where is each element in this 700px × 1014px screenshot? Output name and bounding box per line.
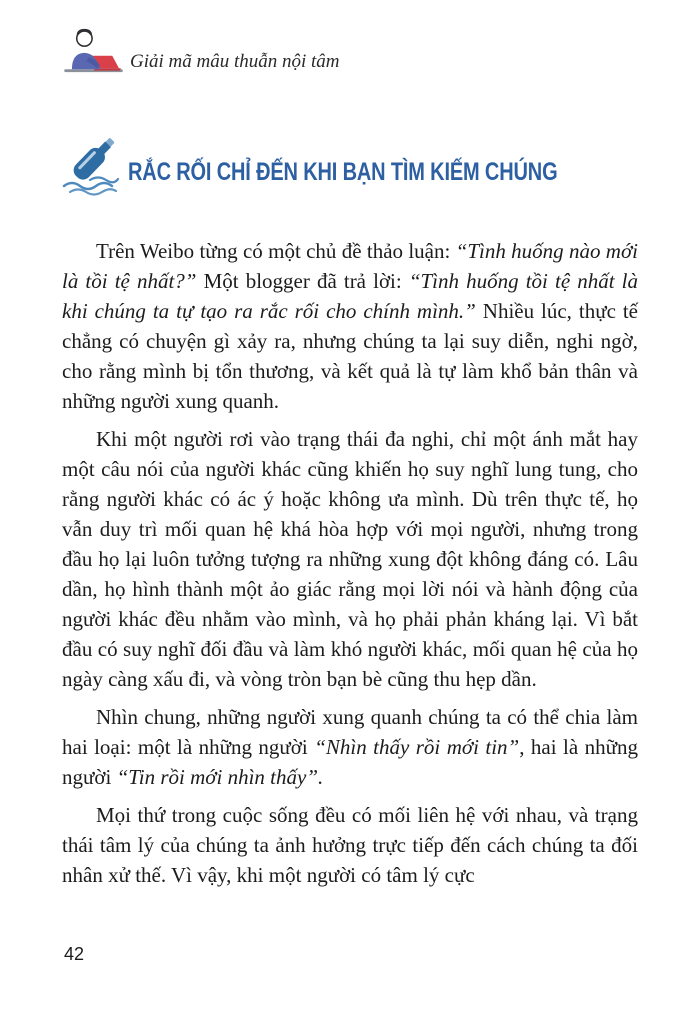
- message-in-bottle-icon: [60, 131, 120, 199]
- body-text-segment: Mọi thứ trong cuộc sống đều có mối liên hệ với nhau, và trạng thái tâm lý của chúng ta ảnh hưởng trực tiếp đến cách chúng ta đối nhân xử thế. Vì vậy, khi một người có tâm lý cực: [62, 803, 638, 887]
- body-text-segment: , hai là những người: [62, 735, 638, 789]
- paragraph: [62, 236, 638, 416]
- quoted-text: “Tình huống nào mới là tồi tệ nhất?”: [62, 239, 639, 293]
- section-title: RẮC RỐI CHỈ ĐẾN KHI BẠN TÌM KIẾM CHÚNG: [128, 157, 558, 186]
- body-text-segment: Một blogger đã trả lời:: [196, 269, 409, 293]
- body-text-segment: Trên Weibo từng có một chủ đề thảo luận:: [96, 239, 456, 263]
- paragraph: [62, 424, 638, 694]
- book-title: Giải mã mâu thuẫn nội tâm: [130, 51, 340, 72]
- body-paragraphs: [62, 236, 638, 898]
- section-heading: [60, 131, 640, 199]
- person-at-desk-icon: [63, 26, 125, 74]
- paragraph: [62, 702, 638, 792]
- running-header: [63, 26, 340, 74]
- quoted-text: “Tình huống tồi tệ nhất là khi chúng ta tự tạo ra rắc rối cho chính mình.”: [62, 269, 639, 323]
- quoted-text: “Nhìn thấy rồi mới tin”: [314, 735, 520, 759]
- body-text-segment: Khi một người rơi vào trạng thái đa nghi, chỉ một ánh mắt hay một câu nói của người khác cũng khiến họ suy nghĩ lung tung, cho rằng người khác có ác ý hoặc không ưa mình. Dù trên thực tế, họ vẫn duy trì mối quan hệ khá hòa hợp với mọi người, nhưng trong đầu họ lại luôn tưởng tượng ra những xung đột không đáng có. Lâu dần, họ hình thành một ảo giác rằng mọi lời nói và hành động của người khác đều nhằm vào mình, và họ phải phản kháng lại. Vì bắt đầu có suy nghĩ đối đầu và làm khó người khác, mối quan hệ của họ ngày càng xấu đi, và vòng tròn bạn bè cũng thu hẹp dần.: [62, 427, 638, 691]
- paragraph: [62, 800, 638, 890]
- body-text-segment: Nhiều lúc, thực tế chẳng có chuyện gì xảy ra, nhưng chúng ta lại suy diễn, nghi ngờ, cho rằng mình bị tổn thương, và kết quả là tự làm khổ bản thân và những người xung quanh.: [62, 299, 638, 413]
- body-text-segment: Nhìn chung, những người xung quanh chúng ta có thể chia làm hai loại: một là những người: [62, 705, 638, 759]
- page-number: 42: [64, 944, 85, 964]
- quoted-text: “Tin rồi mới nhìn thấy”.: [116, 765, 324, 789]
